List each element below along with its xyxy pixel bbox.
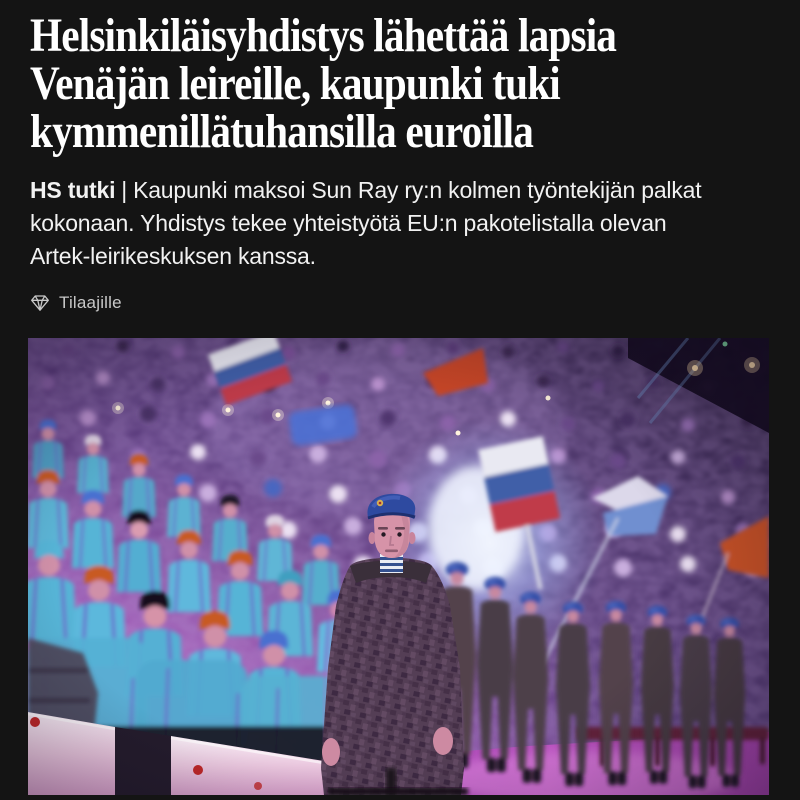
headline-line: kymmenillätuhansilla euroilla — [30, 105, 533, 158]
lede-text: Kaupunki maksoi Sun Ray ry:n kolmen työntekijän palkat — [133, 177, 702, 203]
paywall-badge-label: Tilaajille — [59, 293, 122, 312]
headline-line: Venäjän leireille, kaupunki tuki — [30, 57, 560, 110]
lede-line: kokonaan. Yhdistys tekee yhteistyötä EU:n pakotelistalla olevan — [30, 210, 667, 236]
diamond-icon — [30, 293, 50, 313]
lede-line — [30, 174, 770, 207]
kicker-label: HS tutki — [30, 177, 116, 203]
vignette — [28, 338, 769, 795]
headline-line: Helsinkiläisyhdistys lähettää lapsia — [30, 9, 617, 62]
kicker-separator: | — [121, 177, 128, 203]
article-lede — [30, 174, 770, 273]
article-headline — [30, 9, 770, 158]
lede-line: Artek-leirikeskuksen kanssa. — [30, 243, 316, 269]
arena-photo-illustration — [28, 338, 769, 795]
article-photo — [28, 338, 769, 795]
paywall-badge — [30, 293, 770, 313]
